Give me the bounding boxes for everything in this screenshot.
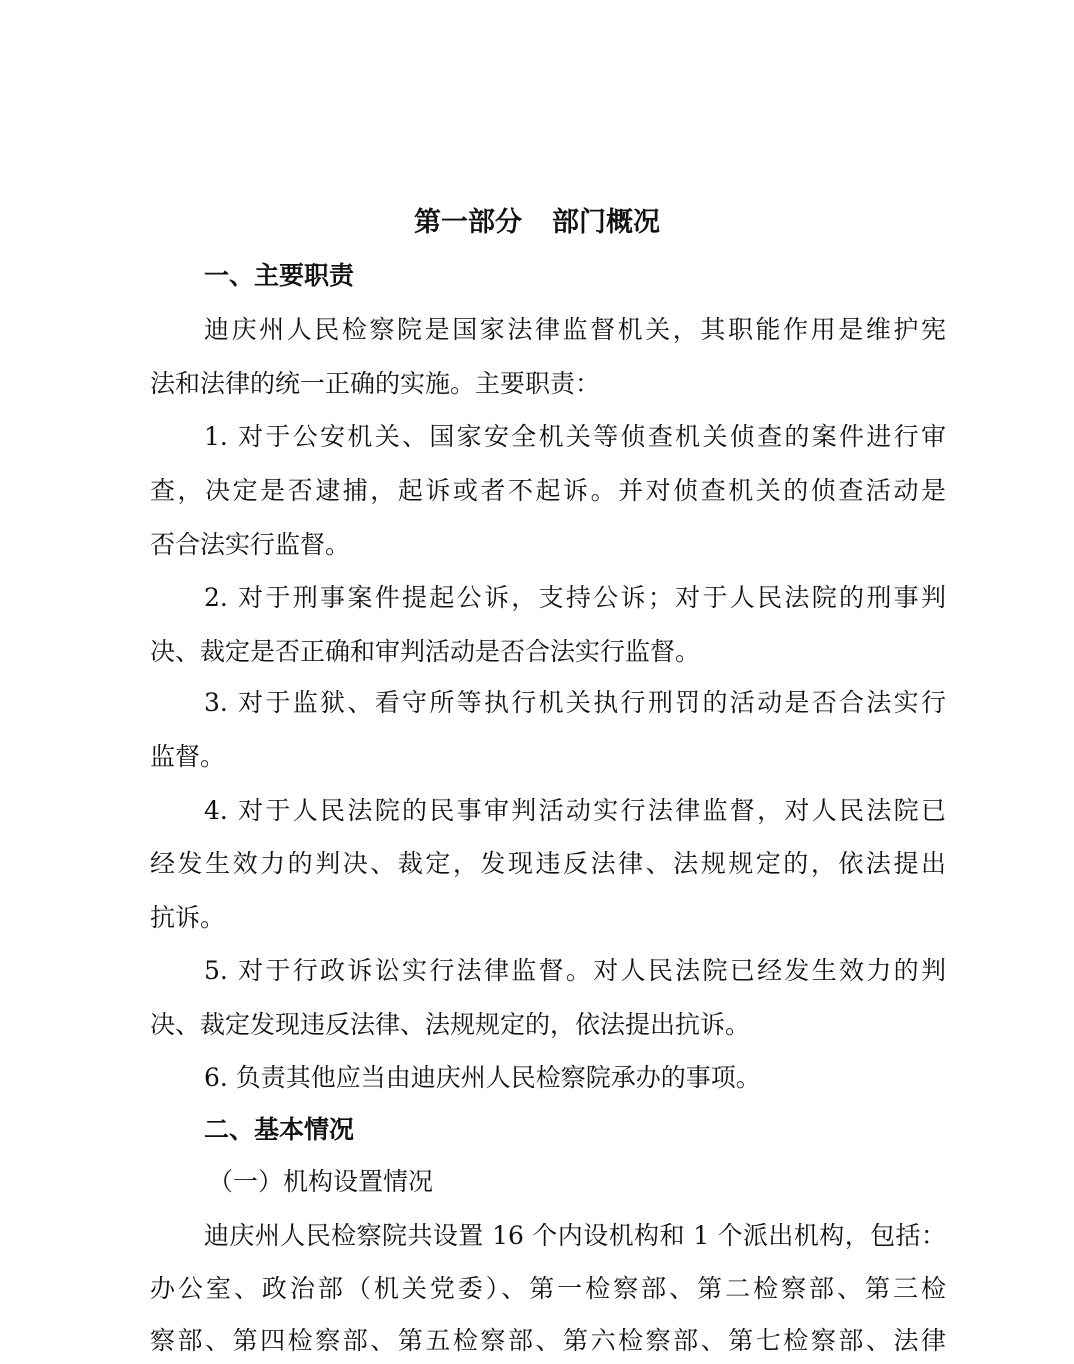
list-item-6-line: 6. 负责其他应当由迪庆州人民检察院承办的事项。 xyxy=(204,1063,761,1092)
list-item-1-line: 1. 对于公安机关、国家安全机关等侦查机关侦查的案件进行审 xyxy=(204,422,946,451)
list-item-4-line: 经发生效力的判决、裁定，发现违反法律、法规规定的，依法提出 xyxy=(150,849,946,878)
list-item-5-line: 5. 对于行政诉讼实行法律监督。对人民法院已经发生效力的判 xyxy=(204,956,946,985)
paragraph-line: 法和法律的统一正确的实施。主要职责： xyxy=(150,369,601,398)
paragraph-line: 迪庆州人民检察院共设置 16 个内设机构和 1 个派出机构，包括： xyxy=(204,1221,946,1250)
list-item-2-line: 2. 对于刑事案件提起公诉，支持公诉；对于人民法院的刑事判 xyxy=(204,583,946,612)
paragraph-line: 办公室、政治部（机关党委）、第一检察部、第二检察部、第三检 xyxy=(150,1274,946,1303)
list-item-3-line: 3. 对于监狱、看守所等执行机关执行刑罚的活动是否合法实行 xyxy=(204,688,946,717)
list-item-4-line: 抗诉。 xyxy=(150,903,226,932)
list-item-3-line: 监督。 xyxy=(150,742,226,771)
page-title xyxy=(0,206,1074,240)
paragraph-line: 迪庆州人民检察院是国家法律监督机关，其职能作用是维护宪 xyxy=(204,315,946,344)
list-item-5-line: 决、裁定发现违反法律、法规规定的，依法提出抗诉。 xyxy=(150,1010,751,1039)
paragraph-line: 察部、第四检察部、第五检察部、第六检察部、第七检察部、法律 xyxy=(150,1326,946,1355)
list-item-1-line: 查，决定是否逮捕，起诉或者不起诉。并对侦查机关的侦查活动是 xyxy=(150,476,946,505)
subsection-heading-org: （一）机构设置情况 xyxy=(208,1167,434,1196)
title-part-1: 第一部分 xyxy=(414,207,522,238)
section-heading-duties: 一、主要职责 xyxy=(204,261,355,290)
title-part-2: 部门概况 xyxy=(552,207,660,238)
list-item-1-line: 否合法实行监督。 xyxy=(150,530,351,559)
list-item-2-line: 决、裁定是否正确和审判活动是否合法实行监督。 xyxy=(150,637,701,666)
list-item-4-line: 4. 对于人民法院的民事审判活动实行法律监督，对人民法院已 xyxy=(204,796,946,825)
section-heading-basic-info: 二、基本情况 xyxy=(204,1115,355,1144)
